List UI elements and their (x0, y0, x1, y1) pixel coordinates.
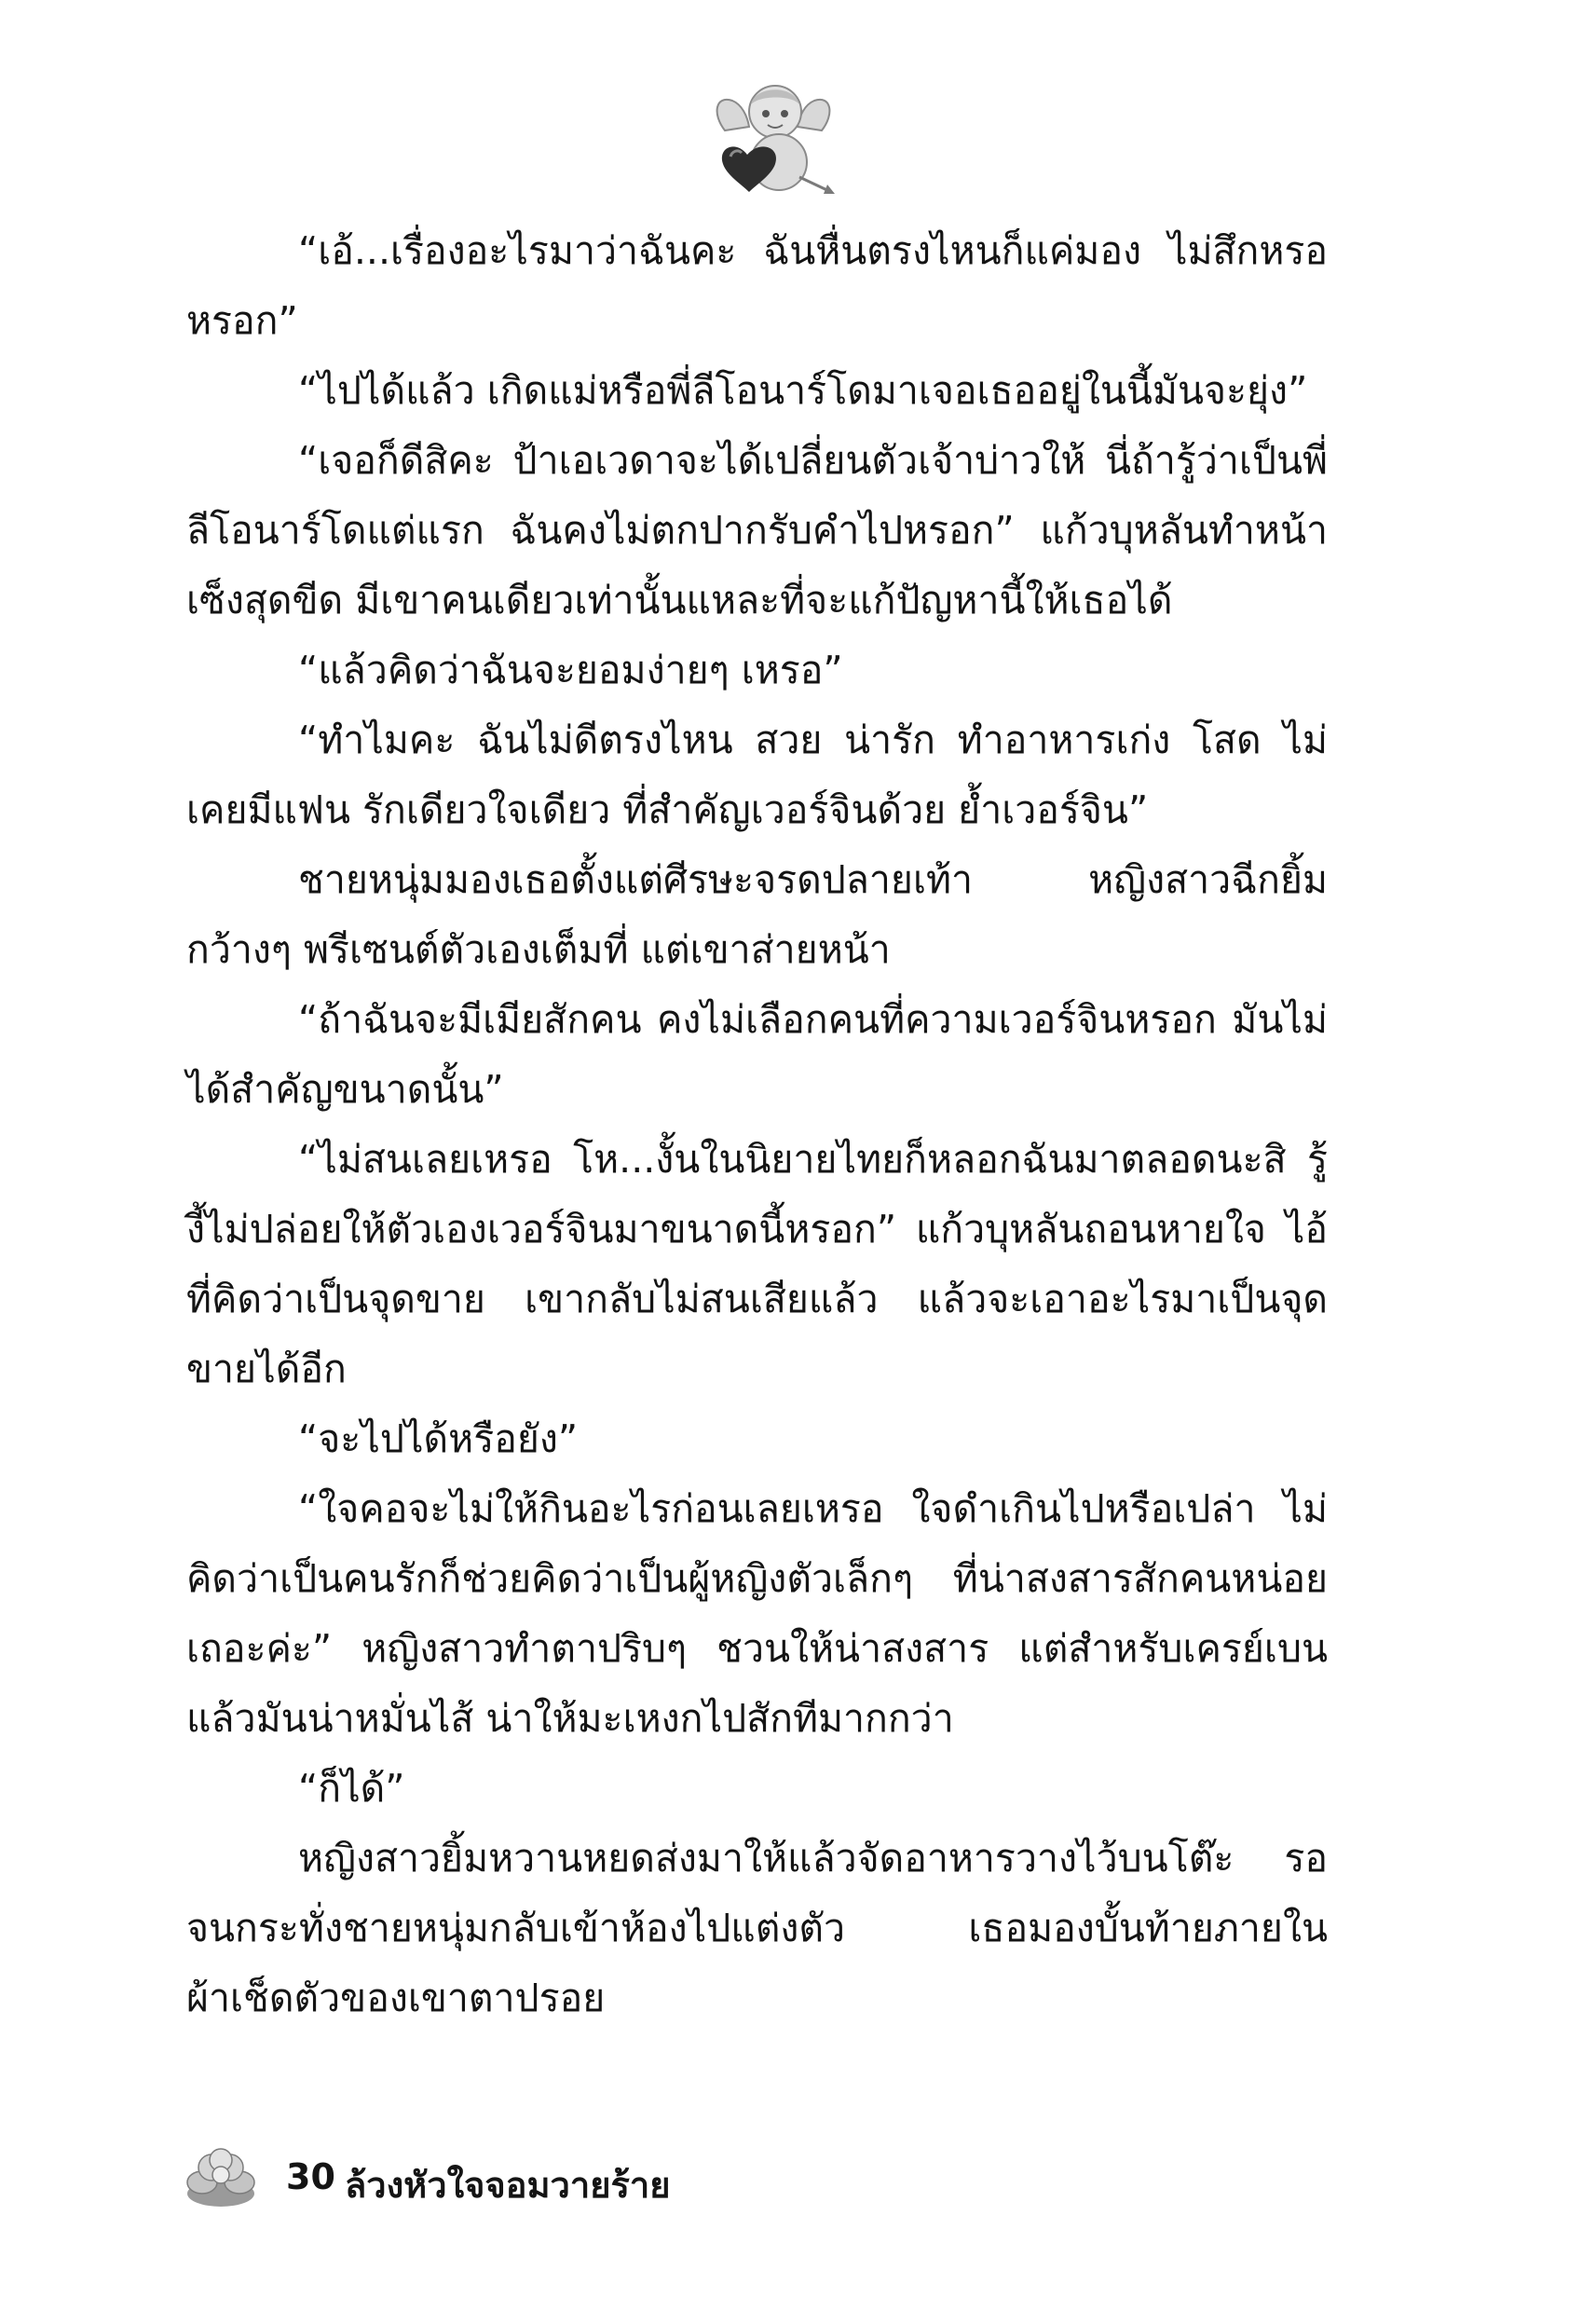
flower-ornament-icon (182, 2143, 260, 2210)
paragraph: “ไม่สนเลยเหรอ โห...งั้นในนิยายไทยก็หลอกฉันมาตลอดนะสิ รู้งี้ไม่ปล่อยให้ตัวเองเวอร์จินมาขนาดนี้หรอก” แก้วบุหลันถอนหายใจ ไอ้ที่คิดว่าเป็นจุดขาย เขากลับไม่สนเสียแล้ว แล้วจะเอาอะไรมาเป็นจุดขายได้อีก (186, 1137, 1328, 1391)
paragraph: “ถ้าฉันจะมีเมียสักคน คงไม่เลือกคนที่ความเวอร์จินหรอก มันไม่ได้สำคัญขนาดนั้น” (186, 997, 1328, 1112)
cupid-holding-heart-icon (708, 73, 839, 203)
paragraph: “ไปได้แล้ว เกิดแม่หรือพี่ลีโอนาร์โดมาเจอเธออยู่ในนี้มันจะยุ่ง” (298, 368, 1308, 413)
paragraph: “เจอก็ดีสิคะ ป้าเอเวดาจะได้เปลี่ยนตัวเจ้าบ่าวให้ นี่ถ้ารู้ว่าเป็นพี่ลีโอนาร์โดแต่แรก ฉันคงไม่ตกปากรับคำไปหรอก” แก้วบุหลันทำหน้าเซ็งสุดขีด มีเขาคนเดียวเท่านั้นแหละที่จะแก้ปัญหานี้ให้เธอได้ (186, 438, 1328, 622)
page-number: 30 (286, 2156, 335, 2197)
paragraph: “แล้วคิดว่าฉันจะยอมง่ายๆ เหรอ” (298, 648, 843, 692)
paragraph: “ใจคอจะไม่ให้กินอะไรก่อนเลยเหรอ ใจดำเกินไปหรือเปล่า ไม่คิดว่าเป็นคนรักก็ช่วยคิดว่าเป็นผู้หญิงตัวเล็กๆ ที่น่าสงสารสักคนหน่อยเถอะค่ะ” หญิงสาวทำตาปริบๆ ชวนให้น่าสงสาร แต่สำหรับเครย์เบนแล้วมันน่าหมั่นไส้ น่าให้มะเหงกไปสักทีมากกว่า (186, 1486, 1328, 1741)
paragraph: “จะไปได้หรือยัง” (298, 1416, 579, 1461)
paragraph: หญิงสาวยิ้มหวานหยดส่งมาให้แล้วจัดอาหารวางไว้บนโต๊ะ รอจนกระทั่งชายหนุ่มกลับเข้าห้องไปแต่งตัว เธอมองบั้นท้ายภายในผ้าเช็ดตัวของเขาตาปรอย (186, 1836, 1328, 2020)
page-footer (182, 2143, 834, 2218)
paragraph: “เอ้...เรื่องอะไรมาว่าฉันคะ ฉันหื่นตรงไหนก็แค่มอง ไม่สึกหรอหรอก” (186, 228, 1328, 343)
book-title: ล้วงหัวใจจอมวายร้าย (345, 2165, 671, 2206)
paragraph: “ทำไมคะ ฉันไม่ดีตรงไหน สวย น่ารัก ทำอาหารเก่ง โสด ไม่เคยมีแฟน รักเดียวใจเดียว ที่สำคัญเวอร์จินด้วย ย้ำเวอร์จิน” (186, 718, 1328, 832)
paragraph: “ก็ได้” (298, 1766, 405, 1811)
paragraph: ชายหนุ่มมองเธอตั้งแต่ศีรษะจรดปลายเท้า หญิงสาวฉีกยิ้มกว้างๆ พรีเซนต์ตัวเองเต็มที่ แต่เขาส่ายหน้า (186, 857, 1328, 972)
story-text (186, 216, 1328, 2033)
